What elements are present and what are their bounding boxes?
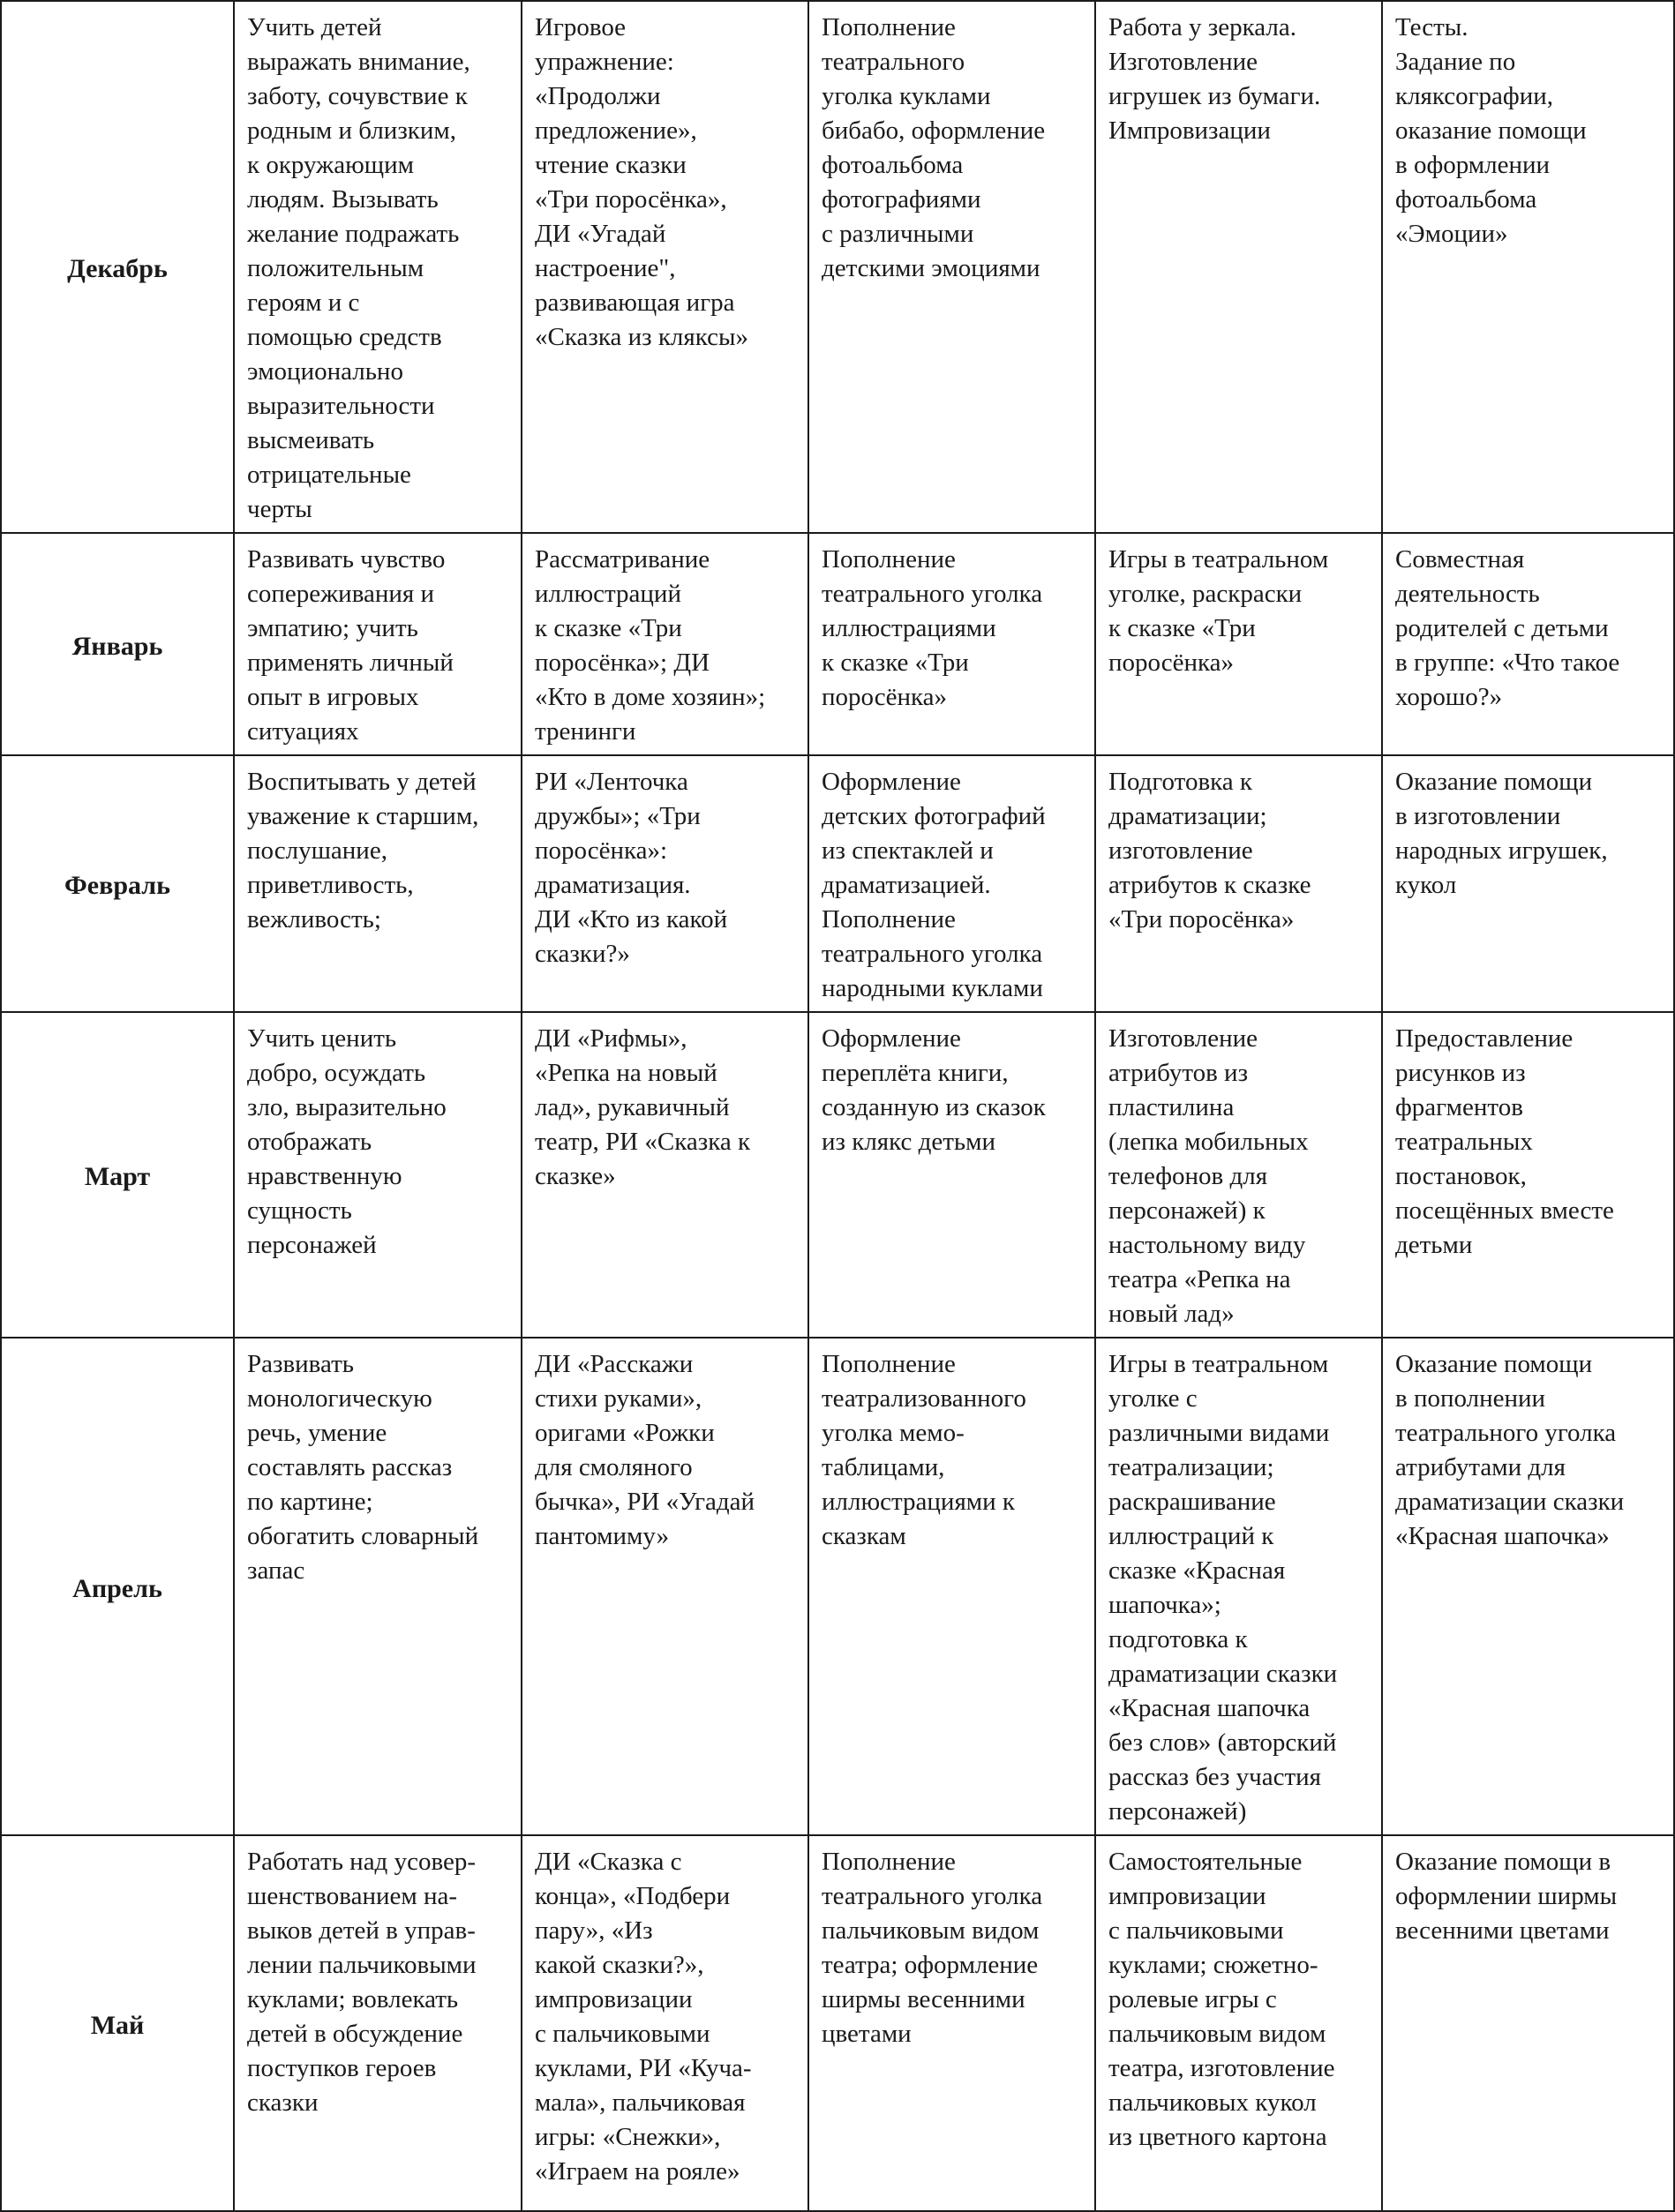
independent-activity-cell: Изготовление атрибутов из пластилина (лепка мобильных телефонов для персонажей) к настольному виду театра «Репка на новый лад» bbox=[1095, 1012, 1382, 1338]
month-cell: Май bbox=[1, 1835, 234, 2211]
activities-cell: РИ «Ленточка дружбы»; «Три поросёнка»: драматизация. ДИ «Кто из какой сказки?» bbox=[522, 755, 808, 1012]
parents-cell: Предоставление рисунков из фрагментов театральных постановок, посещённых вместе детьми bbox=[1382, 1012, 1674, 1338]
month-cell: Март bbox=[1, 1012, 234, 1338]
environment-cell: Пополнение театрального уголка иллюстрациями к сказке «Три поросёнка» bbox=[808, 533, 1095, 755]
environment-cell: Пополнение театрального уголка куклами бибабо, оформление фотоальбома фотографиями с различными детскими эмоциями bbox=[808, 1, 1095, 533]
parents-cell: Оказание помощи в пополнении театрального уголка атрибутами для драматизации сказки «Красная шапочка» bbox=[1382, 1338, 1674, 1835]
parents-cell: Оказание помощи в оформлении ширмы весенними цветами bbox=[1382, 1835, 1674, 2211]
independent-activity-cell: Игры в театральном уголке, раскраски к сказке «Три поросёнка» bbox=[1095, 533, 1382, 755]
month-cell: Январь bbox=[1, 533, 234, 755]
goals-cell: Работать над усовер- шенствованием на- выков детей в управ- лении пальчиковыми куклами; вовлекать детей в обсуждение поступков героев сказки bbox=[234, 1835, 522, 2211]
goals-cell: Развивать чувство сопереживания и эмпатию; учить применять личный опыт в игровых ситуациях bbox=[234, 533, 522, 755]
activities-cell: ДИ «Сказка с конца», «Подбери пару», «Из какой сказки?», импровизации с пальчиковыми куклами, РИ «Куча- мала», пальчиковая игры: «Снежки», «Играем на рояле» bbox=[522, 1835, 808, 2211]
environment-cell: Пополнение театрального уголка пальчиковым видом театра; оформление ширмы весенними цветами bbox=[808, 1835, 1095, 2211]
month-cell: Декабрь bbox=[1, 1, 234, 533]
environment-cell: Оформление детских фотографий из спектаклей и драматизацией. Пополнение театрального уголка народными куклами bbox=[808, 755, 1095, 1012]
parents-cell: Тесты. Задание по кляксографии, оказание помощи в оформлении фотоальбома «Эмоции» bbox=[1382, 1, 1674, 533]
goals-cell: Воспитывать у детей уважение к старшим, послушание, приветливость, вежливость; bbox=[234, 755, 522, 1012]
goals-cell: Развивать монологическую речь, умение составлять рассказ по картине; обогатить словарный запас bbox=[234, 1338, 522, 1835]
goals-cell: Учить детей выражать внимание, заботу, сочувствие к родным и близким, к окружающим людям. Вызывать желание подражать положительным героям и с помощью средств эмоционально выразительности высмеивать отрицательные черты bbox=[234, 1, 522, 533]
table-row-march bbox=[1, 1012, 1674, 1338]
parents-cell: Оказание помощи в изготовлении народных игрушек, кукол bbox=[1382, 755, 1674, 1012]
table-row-december bbox=[1, 1, 1674, 533]
activities-cell: ДИ «Рифмы», «Репка на новый лад», рукавичный театр, РИ «Сказка к сказке» bbox=[522, 1012, 808, 1338]
independent-activity-cell: Самостоятельные импровизации с пальчиковыми куклами; сюжетно- ролевые игры с пальчиковым видом театра, изготовление пальчиковых кукол из цветного картона bbox=[1095, 1835, 1382, 2211]
activities-cell: Игровое упражнение: «Продолжи предложение», чтение сказки «Три поросёнка», ДИ «Угадай настроение", развивающая игра «Сказка из кляксы» bbox=[522, 1, 808, 533]
table-row-may bbox=[1, 1835, 1674, 2211]
environment-cell: Пополнение театрализованного уголка мемо- таблицами, иллюстрациями к сказкам bbox=[808, 1338, 1095, 1835]
month-cell: Апрель bbox=[1, 1338, 234, 1835]
table-row-january bbox=[1, 533, 1674, 755]
activities-cell: ДИ «Расскажи стихи руками», оригами «Рожки для смоляного бычка», РИ «Угадай пантомиму» bbox=[522, 1338, 808, 1835]
goals-cell: Учить ценить добро, осуждать зло, выразительно отображать нравственную сущность персонажей bbox=[234, 1012, 522, 1338]
independent-activity-cell: Работа у зеркала. Изготовление игрушек из бумаги. Импровизации bbox=[1095, 1, 1382, 533]
table-row-february bbox=[1, 755, 1674, 1012]
independent-activity-cell: Подготовка к драматизации; изготовление атрибутов к сказке «Три поросёнка» bbox=[1095, 755, 1382, 1012]
table-row-april bbox=[1, 1338, 1674, 1835]
activities-cell: Рассматривание иллюстраций к сказке «Три поросёнка»; ДИ «Кто в доме хозяин»; тренинги bbox=[522, 533, 808, 755]
month-cell: Февраль bbox=[1, 755, 234, 1012]
independent-activity-cell: Игры в театральном уголке с различными видами театрализации; раскрашивание иллюстраций к сказке «Красная шапочка»; подготовка к драматизации сказки «Красная шапочка без слов» (авторский рассказ без участия персонажей) bbox=[1095, 1338, 1382, 1835]
environment-cell: Оформление переплёта книги, созданную из сказок из клякс детьми bbox=[808, 1012, 1095, 1338]
parents-cell: Совместная деятельность родителей с детьми в группе: «Что такое хорошо?» bbox=[1382, 533, 1674, 755]
